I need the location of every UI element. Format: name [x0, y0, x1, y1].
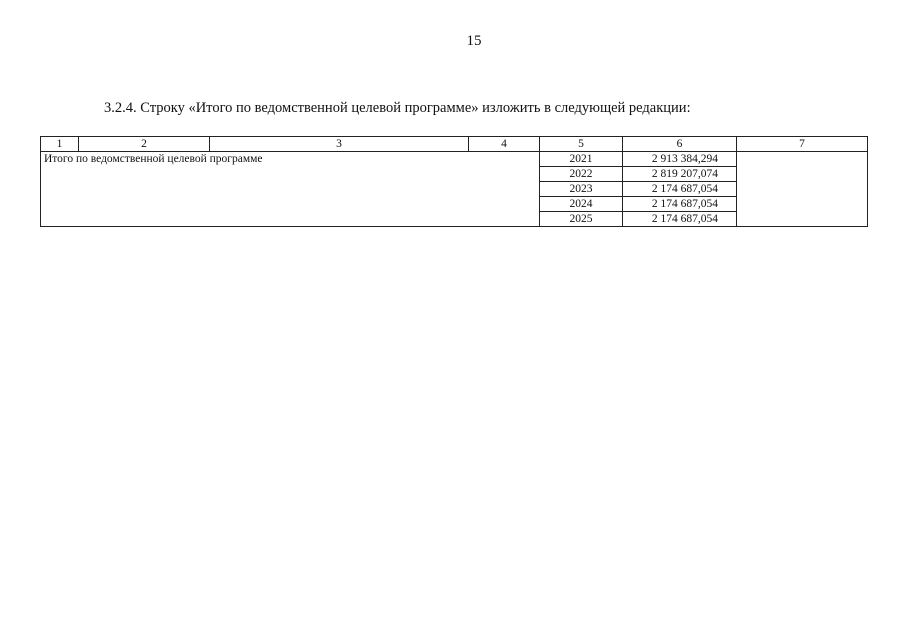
amount-cell: 2 174 687,054	[623, 182, 737, 197]
year-cell: 2022	[540, 167, 623, 182]
table-header-row	[41, 137, 868, 152]
column-header-6: 6	[623, 137, 737, 152]
table-row	[41, 152, 868, 167]
column-header-1: 1	[41, 137, 79, 152]
section-heading: 3.2.4. Строку «Итого по ведомственной целевой программе» изложить в следующей редакции:	[104, 100, 691, 116]
column-header-5: 5	[540, 137, 623, 152]
year-cell: 2025	[540, 212, 623, 227]
year-cell: 2023	[540, 182, 623, 197]
year-cell: 2021	[540, 152, 623, 167]
amount-cell: 2 174 687,054	[623, 212, 737, 227]
column-header-3: 3	[210, 137, 469, 152]
page-number: 15	[466, 33, 482, 49]
amount-cell: 2 819 207,074	[623, 167, 737, 182]
amount-cell: 2 913 384,294	[623, 152, 737, 167]
total-label-cell: Итого по ведомственной целевой программе	[41, 152, 540, 227]
column-header-2: 2	[79, 137, 210, 152]
column-header-7: 7	[737, 137, 868, 152]
column-header-4: 4	[469, 137, 540, 152]
column-7-cell	[737, 152, 868, 227]
amount-cell: 2 174 687,054	[623, 197, 737, 212]
budget-table	[40, 136, 868, 227]
year-cell: 2024	[540, 197, 623, 212]
